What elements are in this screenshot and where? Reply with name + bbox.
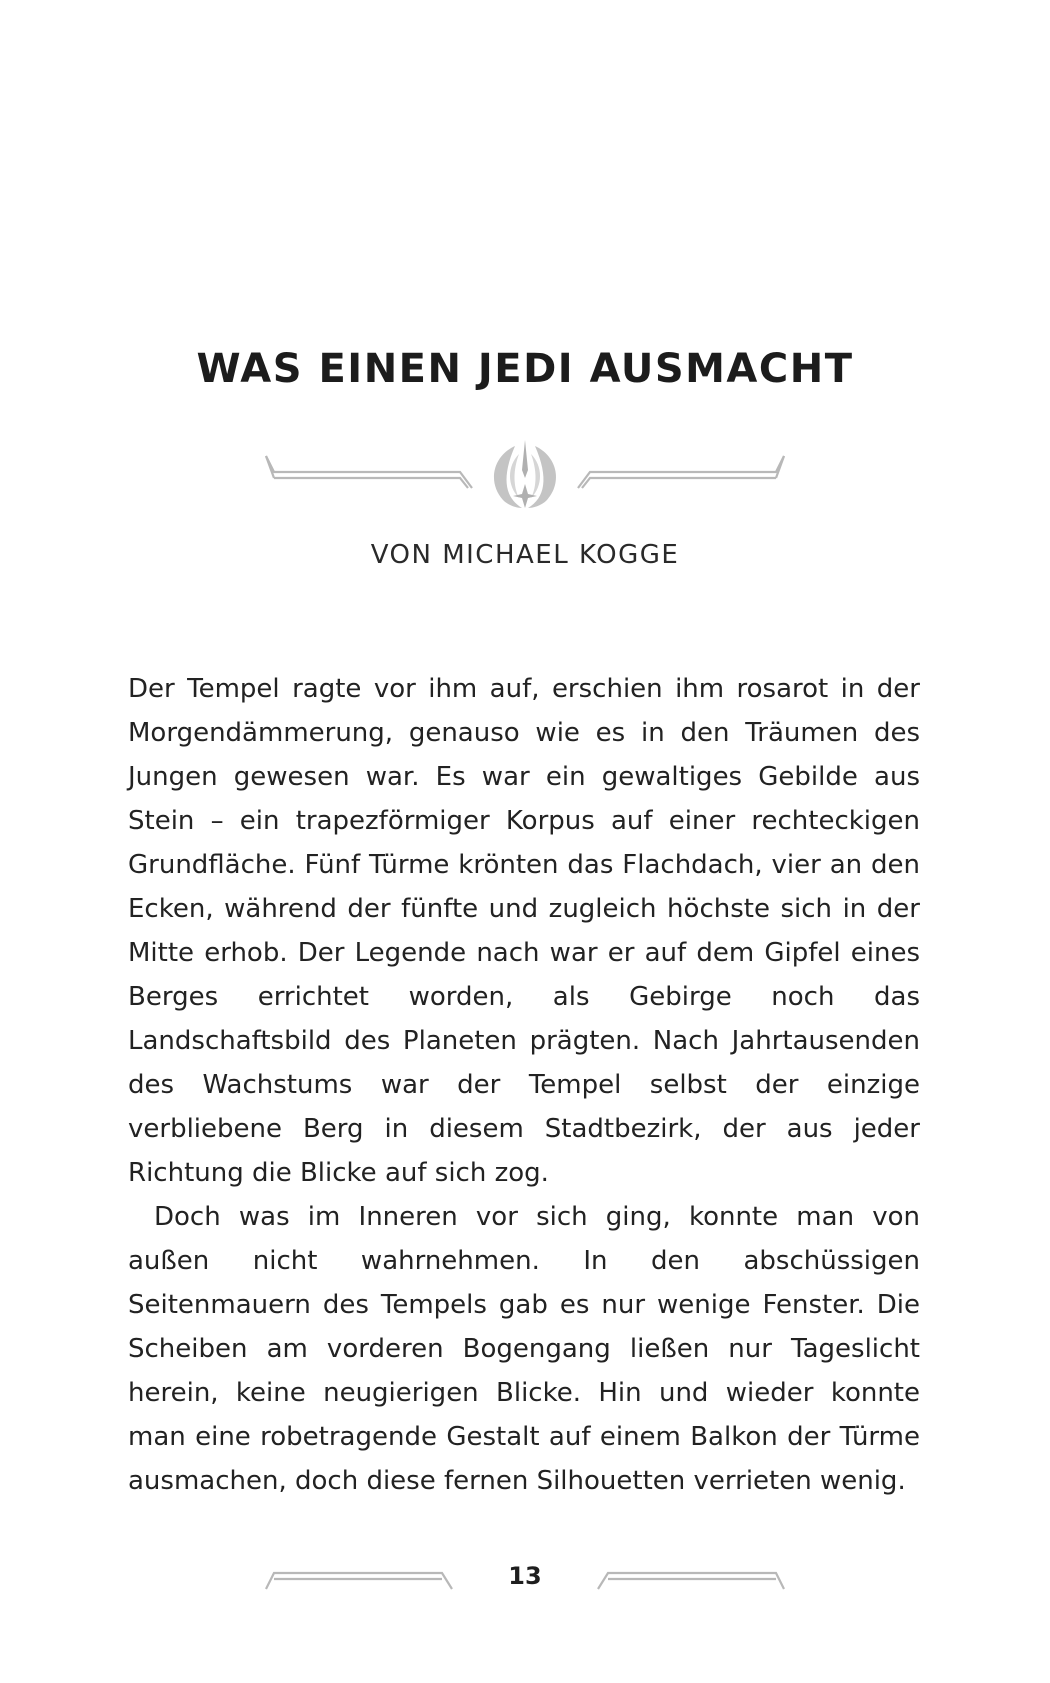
paragraph-1: Der Tempel ragte vor ihm auf, erschien ihm rosarot in der Morgendämmerung, genauso wie es in den Träumen des Jungen gewesen war. Es war ein gewaltiges Gebilde aus Stein – ein trapezförmiger Korpus auf einer rechteckigen Grundfläche. Fünf Türme krönten das Flachdach, vier an den Ecken, während der fünfte und zugleich höchste sich in der Mitte erhob. Der Legende nach war er auf dem Gipfel eines Berges errichtet worden, als Gebirge noch das Landschaftsbild des Planeten prägten. Nach Jahrtausenden des Wachstums war der Tempel selbst der einzige verbliebene Berg in diesem Stadtbezirk, der aus jeder Richtung die Blicke auf sich zog. — [128, 674, 920, 1188]
right-ornament-rule — [578, 456, 784, 488]
paragraph-2: Doch was im Inneren vor sich ging, konnte man von außen nicht wahrnehmen. In den abschüssigen Seitenmauern des Tempels gab es nur wenige Fenster. Die Scheiben am vorderen Bogengang ließen nur Tageslicht herein, keine neugierigen Blicke. Hin und wieder konnte man eine robetragende Gestalt auf einem Balkon der Türme ausmachen, doch diese fernen Silhouetten verrieten wenig. — [128, 1202, 920, 1496]
chapter-title: WAS EINEN JEDI AUSMACHT — [196, 346, 854, 392]
page-footer — [260, 1555, 790, 1599]
page-number: 13 — [508, 1562, 542, 1590]
body-text — [128, 667, 920, 1503]
left-ornament-rule — [266, 456, 472, 488]
title-ornament — [260, 438, 790, 518]
chapter-author: VON MICHAEL KOGGE — [370, 540, 680, 570]
jedi-order-emblem-icon — [494, 440, 556, 508]
